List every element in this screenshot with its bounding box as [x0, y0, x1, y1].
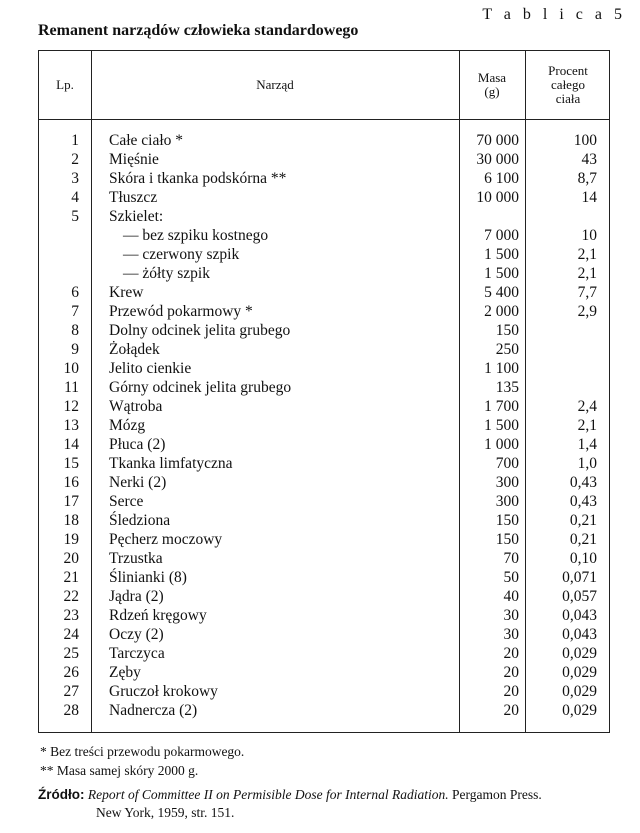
table-row — [39, 207, 611, 226]
table-row — [39, 131, 611, 150]
row-percent: 2,1 — [577, 417, 597, 434]
row-percent: 8,7 — [577, 170, 597, 187]
header-percent-label-3: ciała — [555, 91, 581, 106]
table-row — [39, 359, 611, 378]
row-percent: 2,9 — [577, 303, 597, 320]
table-row — [39, 682, 611, 701]
row-percent: 1,4 — [577, 436, 597, 453]
row-number: 16 — [63, 474, 79, 491]
row-percent: 0,057 — [562, 588, 597, 605]
header-organ — [91, 51, 459, 119]
row-number: 12 — [63, 398, 79, 415]
table-row — [39, 283, 611, 302]
table-row — [39, 492, 611, 511]
row-number: 11 — [64, 379, 79, 396]
row-organ: Ślinianki (8) — [109, 569, 187, 586]
row-number: 25 — [63, 645, 79, 662]
row-percent: 0,029 — [562, 683, 597, 700]
row-number: 23 — [63, 607, 79, 624]
row-mass: 250 — [495, 341, 519, 358]
row-mass: 1 500 — [484, 246, 519, 263]
table-row — [39, 416, 611, 435]
row-mass: 300 — [495, 493, 519, 510]
row-number: 24 — [63, 626, 79, 643]
row-mass: 5 400 — [484, 284, 519, 301]
table-row — [39, 397, 611, 416]
table-body — [39, 131, 611, 720]
row-number: 20 — [63, 550, 79, 567]
row-organ: Jądra (2) — [109, 588, 164, 605]
row-number: 27 — [63, 683, 79, 700]
row-organ: Mózg — [109, 417, 146, 434]
table-row — [39, 226, 611, 245]
row-number: 5 — [71, 208, 79, 225]
row-mass: 70 000 — [476, 132, 519, 149]
header-mass-unit: (g) — [484, 84, 500, 99]
row-number: 9 — [71, 341, 79, 358]
row-mass: 20 — [503, 664, 519, 681]
row-organ: Całe ciało * — [109, 132, 184, 149]
row-mass: 20 — [503, 683, 519, 700]
data-table — [38, 50, 610, 733]
footnote-2 — [40, 763, 198, 779]
header-percent-label-1: Procent — [548, 63, 588, 78]
row-percent: 0,071 — [562, 569, 597, 586]
header-percent-label-2: całego — [551, 77, 585, 92]
row-percent: 14 — [581, 189, 597, 206]
row-mass: 7 000 — [484, 227, 519, 244]
row-number: 14 — [63, 436, 79, 453]
row-mass: 70 — [503, 550, 519, 567]
row-number: 6 — [71, 284, 79, 301]
row-organ: Trzustka — [109, 550, 163, 567]
row-number: 3 — [71, 170, 79, 187]
row-mass: 1 100 — [484, 360, 519, 377]
row-number: 18 — [63, 512, 79, 529]
table-row — [39, 625, 611, 644]
row-mass: 150 — [495, 531, 519, 548]
row-organ: Górny odcinek jelita grubego — [109, 379, 292, 396]
row-percent: 0,029 — [562, 664, 597, 681]
row-percent: 0,029 — [562, 702, 597, 719]
row-number: 17 — [63, 493, 79, 510]
row-mass: 700 — [495, 455, 519, 472]
row-mass: 150 — [495, 512, 519, 529]
table-row — [39, 454, 611, 473]
table-row — [39, 245, 611, 264]
header-divider — [39, 119, 609, 120]
source-place: New York, 1959, str. 151. — [96, 805, 235, 820]
header-percent — [525, 51, 611, 119]
row-organ: Wątroba — [109, 398, 163, 415]
row-organ: Żołądek — [109, 341, 160, 358]
row-number: 7 — [71, 303, 79, 320]
table-row — [39, 169, 611, 188]
row-organ: Pęcherz moczowy — [109, 531, 223, 548]
row-organ: Nadnercza (2) — [109, 702, 198, 719]
row-mass: 135 — [495, 379, 519, 396]
row-percent: 0,21 — [569, 512, 597, 529]
row-percent: 0,043 — [562, 626, 597, 643]
footnote-2-text: Masa samej skóry 2000 g. — [56, 763, 199, 778]
row-organ: Oczy (2) — [109, 626, 164, 643]
row-percent: 1,0 — [577, 455, 597, 472]
row-number: 2 — [71, 151, 79, 168]
row-organ: Jelito cienkie — [109, 360, 192, 377]
table-row — [39, 378, 611, 397]
table-row — [39, 549, 611, 568]
row-number: 28 — [63, 702, 79, 719]
row-organ: Śledziona — [109, 512, 171, 529]
row-organ: — czerwony szpik — [123, 246, 240, 263]
row-mass: 150 — [495, 322, 519, 339]
table-row — [39, 568, 611, 587]
row-organ: Płuca (2) — [109, 436, 166, 453]
table-row — [39, 188, 611, 207]
row-mass: 300 — [495, 474, 519, 491]
row-number: 21 — [63, 569, 79, 586]
row-percent: 0,029 — [562, 645, 597, 662]
table-row — [39, 644, 611, 663]
source-citation — [38, 786, 618, 822]
table-row — [39, 150, 611, 169]
table-row — [39, 530, 611, 549]
table-row — [39, 264, 611, 283]
row-organ: Rdzeń kręgowy — [109, 607, 207, 624]
row-percent: 0,21 — [569, 531, 597, 548]
row-percent: 10 — [581, 227, 597, 244]
table-row — [39, 701, 611, 720]
row-organ: Przewód pokarmowy * — [109, 303, 253, 320]
row-mass: 6 100 — [484, 170, 519, 187]
row-mass: 1 000 — [484, 436, 519, 453]
footnote-1-mark: * — [40, 744, 47, 759]
source-title: Report of Committee II on Permisible Dose for Internal Radiation. — [87, 787, 449, 802]
footnote-2-mark: ** — [40, 763, 54, 778]
table-row — [39, 606, 611, 625]
header-organ-label: Narząd — [256, 77, 294, 92]
table-number: T a b l i c a 5 — [482, 6, 626, 23]
row-organ: Mięśnie — [109, 151, 159, 168]
header-mass-label: Masa — [477, 70, 507, 85]
row-organ: Krew — [109, 284, 144, 301]
row-organ: Tłuszcz — [109, 189, 158, 206]
row-percent: 0,43 — [569, 493, 597, 510]
row-mass: 2 000 — [484, 303, 519, 320]
row-mass: 50 — [503, 569, 519, 586]
row-mass: 40 — [503, 588, 519, 605]
row-percent: 100 — [573, 132, 597, 149]
row-mass: 30 000 — [476, 151, 519, 168]
row-number: 4 — [71, 189, 79, 206]
row-number: 13 — [63, 417, 79, 434]
row-percent: 43 — [581, 151, 597, 168]
header-mass — [459, 51, 525, 119]
footnote-1 — [40, 744, 244, 760]
row-mass: 30 — [503, 626, 519, 643]
table-row — [39, 587, 611, 606]
row-organ: — bez szpiku kostnego — [123, 227, 269, 244]
row-mass: 10 000 — [476, 189, 519, 206]
row-percent: 0,10 — [569, 550, 597, 567]
row-organ: Zęby — [109, 664, 141, 681]
row-mass: 30 — [503, 607, 519, 624]
table-row — [39, 340, 611, 359]
row-organ: Skóra i tkanka podskórna ** — [109, 170, 287, 187]
row-number: 8 — [71, 322, 79, 339]
row-mass: 1 500 — [484, 265, 519, 282]
row-organ: Tkanka limfatyczna — [109, 455, 233, 472]
row-percent: 7,7 — [577, 284, 597, 301]
row-number: 26 — [63, 664, 79, 681]
source-label: Źródło: — [38, 787, 85, 802]
row-organ: Dolny odcinek jelita grubego — [109, 322, 291, 339]
row-percent: 0,43 — [569, 474, 597, 491]
header-lp — [39, 51, 91, 119]
table-row — [39, 321, 611, 340]
row-number: 15 — [63, 455, 79, 472]
row-percent: 0,043 — [562, 607, 597, 624]
footnote-1-text: Bez treści przewodu pokarmowego. — [50, 744, 245, 759]
row-organ: Nerki (2) — [109, 474, 167, 491]
row-organ: — żółty szpik — [123, 265, 210, 282]
row-percent: 2,1 — [577, 246, 597, 263]
row-organ: Serce — [109, 493, 144, 510]
row-number: 1 — [71, 132, 79, 149]
row-mass: 20 — [503, 645, 519, 662]
row-number: 22 — [63, 588, 79, 605]
row-number: 19 — [63, 531, 79, 548]
header-lp-label: Lp. — [56, 77, 74, 92]
row-mass: 1 700 — [484, 398, 519, 415]
row-organ: Szkielet: — [109, 208, 164, 225]
table-row — [39, 435, 611, 454]
row-organ: Gruczoł krokowy — [109, 683, 218, 700]
row-percent: 2,1 — [577, 265, 597, 282]
table-row — [39, 473, 611, 492]
row-mass: 1 500 — [484, 417, 519, 434]
table-row — [39, 511, 611, 530]
table-row — [39, 663, 611, 682]
row-number: 10 — [63, 360, 79, 377]
row-mass: 20 — [503, 702, 519, 719]
table-row — [39, 302, 611, 321]
row-organ: Tarczyca — [109, 645, 165, 662]
source-publisher: Pergamon Press. — [451, 787, 542, 802]
page-title: Remanent narządów człowieka standardowego — [38, 22, 359, 39]
row-percent: 2,4 — [577, 398, 597, 415]
